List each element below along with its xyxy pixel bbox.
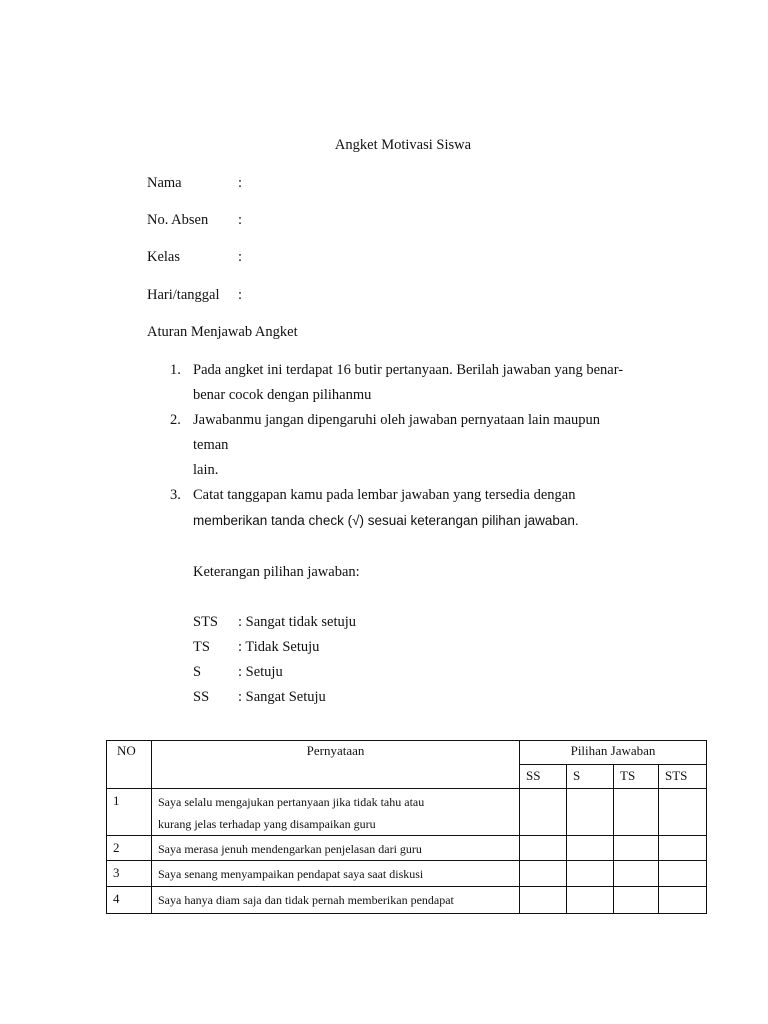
legend-desc-ts: : Tidak Setuju <box>238 639 320 655</box>
answer-cell-ss[interactable] <box>520 887 567 914</box>
table-header-row <box>107 741 707 765</box>
questionnaire-table <box>106 740 707 914</box>
legend-code-ts: TS <box>193 639 210 655</box>
field-label-no-absen: No. Absen <box>147 212 209 228</box>
row-number: 2 <box>107 836 152 861</box>
field-sep-no-absen: : <box>238 212 243 228</box>
field-label-hari-tanggal: Hari/tanggal <box>147 287 220 303</box>
header-statement: Pernyataan <box>152 741 520 789</box>
statement-line: Saya selalu mengajukan pertanyaan jika tidak tahu atau <box>158 795 425 809</box>
answer-cell-ts[interactable] <box>614 887 659 914</box>
row-statement <box>152 836 520 861</box>
answer-cell-ts[interactable] <box>614 836 659 861</box>
row-number: 4 <box>107 887 152 914</box>
option-ts: TS <box>614 765 659 789</box>
rule-number-1: 1. <box>170 362 181 378</box>
answer-cell-sts[interactable] <box>659 836 707 861</box>
row-number: 3 <box>107 861 152 887</box>
answer-cell-s[interactable] <box>567 861 614 887</box>
field-label-kelas: Kelas <box>147 249 181 265</box>
field-sep-kelas: : <box>238 249 243 265</box>
rule-number-3: 3. <box>170 487 181 503</box>
answer-cell-sts[interactable] <box>659 887 707 914</box>
rules-heading: Aturan Menjawab Angket <box>147 324 298 340</box>
field-label-nama: Nama <box>147 175 182 191</box>
statement-line: Saya merasa jenuh mendengarkan penjelasan dari guru <box>158 842 422 856</box>
table-row <box>107 836 707 861</box>
field-sep-nama: : <box>238 175 243 191</box>
row-statement <box>152 789 520 836</box>
header-choices: Pilihan Jawaban <box>520 741 707 765</box>
rule-3-line-2: memberikan tanda check (√) sesuai keterangan pilihan jawaban. <box>193 513 579 528</box>
page-title: Angket Motivasi Siswa <box>334 137 472 153</box>
rule-2-line-2: teman <box>193 437 229 453</box>
legend-code-ss: SS <box>193 689 210 705</box>
statement-line: Saya hanya diam saja dan tidak pernah memberikan pendapat <box>158 893 454 907</box>
rule-number-2: 2. <box>170 412 181 428</box>
legend-desc-sts: : Sangat tidak setuju <box>238 614 356 630</box>
row-statement <box>152 887 520 914</box>
answer-cell-sts[interactable] <box>659 861 707 887</box>
legend-desc-ss: : Sangat Setuju <box>238 689 326 705</box>
rule-1-line-2: benar cocok dengan pilihanmu <box>193 387 372 403</box>
answer-cell-ss[interactable] <box>520 861 567 887</box>
legend-desc-s: : Setuju <box>238 664 283 680</box>
answer-cell-ts[interactable] <box>614 789 659 836</box>
row-statement <box>152 861 520 887</box>
answer-cell-s[interactable] <box>567 789 614 836</box>
row-number: 1 <box>107 789 152 836</box>
answer-cell-sts[interactable] <box>659 789 707 836</box>
field-sep-hari-tanggal: : <box>238 287 243 303</box>
option-ss: SS <box>520 765 567 789</box>
option-s: S <box>567 765 614 789</box>
table-row <box>107 789 707 836</box>
rule-2-line-1: Jawabanmu jangan dipengaruhi oleh jawaban pernyataan lain maupun <box>193 412 601 428</box>
answer-cell-ss[interactable] <box>520 836 567 861</box>
statement-line: Saya senang menyampaikan pendapat saya saat diskusi <box>158 867 424 881</box>
rule-2-line-3: lain. <box>193 462 219 478</box>
answer-cell-ss[interactable] <box>520 789 567 836</box>
answer-cell-ts[interactable] <box>614 861 659 887</box>
option-sts: STS <box>659 765 707 789</box>
answer-cell-s[interactable] <box>567 836 614 861</box>
legend-code-sts: STS <box>193 614 218 630</box>
rule-3-line-1: Catat tanggapan kamu pada lembar jawaban yang tersedia dengan <box>193 487 576 503</box>
answer-cell-s[interactable] <box>567 887 614 914</box>
statement-line: kurang jelas terhadap yang disampaikan guru <box>158 817 376 831</box>
header-no: NO <box>107 741 152 789</box>
legend-heading: Keterangan pilihan jawaban: <box>193 564 360 580</box>
table-row <box>107 861 707 887</box>
rule-1-line-1: Pada angket ini terdapat 16 butir pertanyaan. Berilah jawaban yang benar- <box>193 362 624 378</box>
legend-code-s: S <box>193 664 202 680</box>
table-row <box>107 887 707 914</box>
